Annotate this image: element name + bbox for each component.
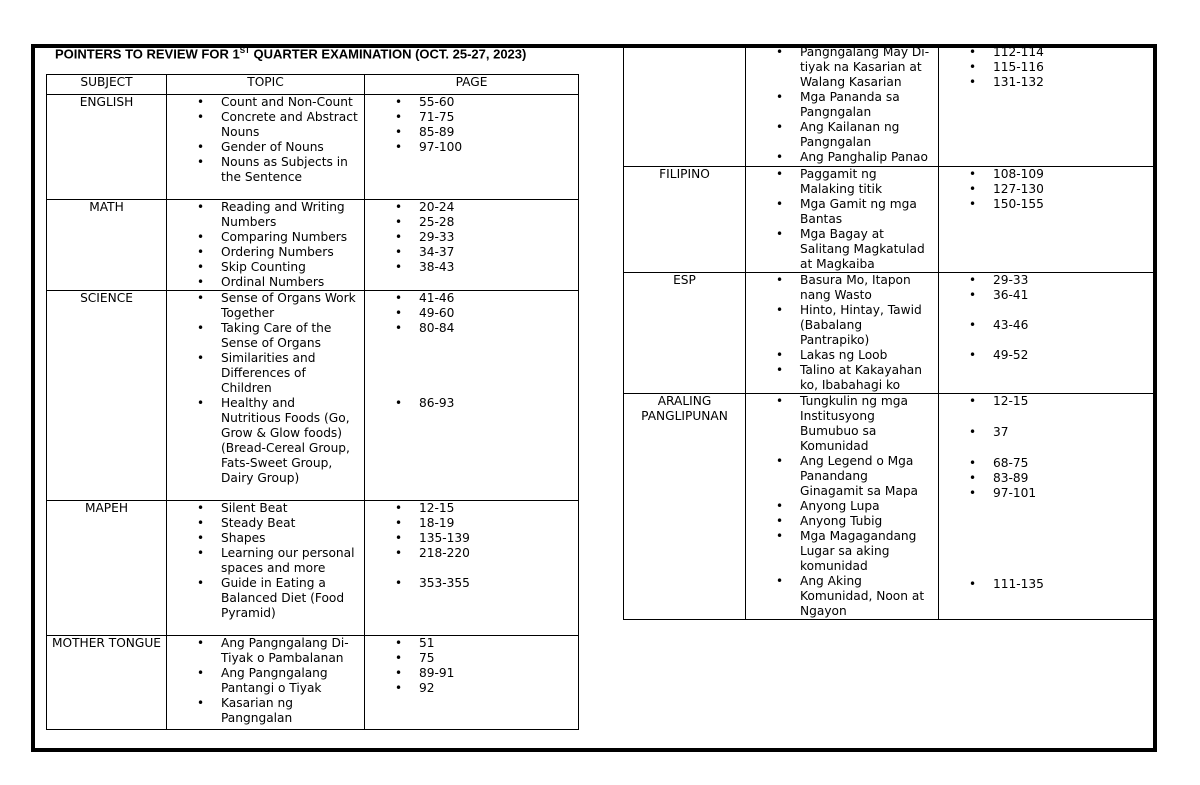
- topic-item: • Ordering Numbers: [167, 245, 358, 260]
- table-row: [47, 200, 579, 291]
- page-item: • 29-33: [939, 273, 1154, 288]
- page-item: • 51: [365, 636, 578, 651]
- page-item: • 353-355: [365, 576, 578, 591]
- subject-cell: ENGLISH: [47, 95, 167, 200]
- topic-item: • Similarities and Differences of Children: [167, 351, 358, 396]
- page-item: • 71-75: [365, 110, 578, 125]
- table-row: [624, 394, 1155, 620]
- topic-item: • Paggamit ng Malaking titik: [746, 167, 932, 197]
- topic-item: • Mga Magagandang Lugar sa aking komunidad: [746, 529, 932, 574]
- page-item: • 12-15: [365, 501, 578, 516]
- topic-item: • Count and Non-Count: [167, 95, 358, 110]
- subject-cell: ARALING PANGLIPUNAN: [624, 394, 746, 620]
- page-item: • 150-155: [939, 197, 1154, 212]
- topic-item: • Mga Bagay at Salitang Magkatulad at Magkaiba: [746, 227, 932, 272]
- page-item: • 25-28: [365, 215, 578, 230]
- table-row: [47, 291, 579, 501]
- page-item: • 43-46: [939, 318, 1154, 333]
- topic-item: • Pangngalang May Di-tiyak na Kasarian at Walang Kasarian: [746, 45, 932, 90]
- page-item: • 86-93: [365, 396, 578, 411]
- topic-item: • Ang Legend o Mga Panandang Ginagamit sa Mapa: [746, 454, 932, 499]
- page-item: • 85-89: [365, 125, 578, 140]
- page-title: POINTERS TO REVIEW FOR 1ST QUARTER EXAMINATION (OCT. 25-27, 2023): [55, 46, 527, 62]
- topic-item: • Shapes: [167, 531, 358, 546]
- page-item: • 92: [365, 681, 578, 696]
- page-item: • 112-114: [939, 45, 1154, 60]
- page-item: • 18-19: [365, 516, 578, 531]
- left-review-table: [46, 74, 579, 730]
- page-item: • 49-60: [365, 306, 578, 321]
- page-item: • 36-41: [939, 288, 1154, 303]
- topic-item: • Steady Beat: [167, 516, 358, 531]
- page-item: • 108-109: [939, 167, 1154, 182]
- page-item: • 41-46: [365, 291, 578, 306]
- page-item: • 80-84: [365, 321, 578, 336]
- topic-item: • Ang Pangngalang Pantangi o Tiyak: [167, 666, 358, 696]
- page-item: • 97-100: [365, 140, 578, 155]
- table-row: [47, 95, 579, 200]
- topic-item: • Sense of Organs Work Together: [167, 291, 358, 321]
- page-item: • 218-220: [365, 546, 578, 561]
- table-row: [47, 501, 579, 636]
- topic-item: • Hinto, Hintay, Tawid (Babalang Pantrapiko): [746, 303, 932, 348]
- page-item: • 127-130: [939, 182, 1154, 197]
- topic-item: • Reading and Writing Numbers: [167, 200, 358, 230]
- topic-item: • Ang Pangngalang Di-Tiyak o Pambalanan: [167, 636, 358, 666]
- topic-item: • Ang Aking Komunidad, Noon at Ngayon: [746, 574, 932, 619]
- topic-item: • Nouns as Subjects in the Sentence: [167, 155, 358, 185]
- subject-cell: MAPEH: [47, 501, 167, 636]
- page-item: • 37: [939, 425, 1154, 440]
- table-row: [624, 45, 1155, 167]
- page-item: • 83-89: [939, 471, 1154, 486]
- subject-cell: FILIPINO: [624, 167, 746, 273]
- topic-item: • Ordinal Numbers: [167, 275, 358, 290]
- topic-item: • Talino at Kakayahan ko, Ibabahagi ko: [746, 363, 932, 393]
- topic-item: • Healthy and Nutritious Foods (Go, Grow & Glow foods) (Bread-Cereal Group, Fats-Sweet Group, Dairy Group): [167, 396, 358, 486]
- subject-cell: MATH: [47, 200, 167, 291]
- page-item: • 97-101: [939, 486, 1154, 501]
- topic-item: • Mga Gamit ng mga Bantas: [746, 197, 932, 227]
- topic-item: • Learning our personal spaces and more: [167, 546, 358, 576]
- topic-item: • Basura Mo, Itapon nang Wasto: [746, 273, 932, 303]
- topic-item: • Concrete and Abstract Nouns: [167, 110, 358, 140]
- table-row: [47, 636, 579, 730]
- topic-item: • Taking Care of the Sense of Organs: [167, 321, 358, 351]
- page-header: PAGE: [365, 75, 579, 95]
- page-item: • 49-52: [939, 348, 1154, 363]
- topic-item: • Kasarian ng Pangngalan: [167, 696, 358, 726]
- page-item: • 34-37: [365, 245, 578, 260]
- topic-item: • Comparing Numbers: [167, 230, 358, 245]
- topic-item: • Anyong Lupa: [746, 499, 932, 514]
- page-item: • 55-60: [365, 95, 578, 110]
- page-item: • 89-91: [365, 666, 578, 681]
- topic-item: • Ang Kailanan ng Pangngalan: [746, 120, 932, 150]
- page-item: • 135-139: [365, 531, 578, 546]
- subject-header: SUBJECT: [47, 75, 167, 95]
- page-item: • 115-116: [939, 60, 1154, 75]
- page-item: • 20-24: [365, 200, 578, 215]
- subject-cell: SCIENCE: [47, 291, 167, 501]
- subject-cell: ESP: [624, 273, 746, 394]
- topic-item: • Tungkulin ng mga Institusyong Bumubuo sa Komunidad: [746, 394, 932, 454]
- subject-cell: [624, 45, 746, 167]
- topic-item: • Lakas ng Loob: [746, 348, 932, 363]
- page-item: • 131-132: [939, 75, 1154, 90]
- table-row: [624, 167, 1155, 273]
- topic-item: • Skip Counting: [167, 260, 358, 275]
- topic-item: • Ang Panghalip Panao: [746, 150, 932, 165]
- topic-item: • Silent Beat: [167, 501, 358, 516]
- topic-item: • Gender of Nouns: [167, 140, 358, 155]
- topic-item: • Guide in Eating a Balanced Diet (Food Pyramid): [167, 576, 358, 621]
- topic-item: • Mga Pananda sa Pangngalan: [746, 90, 932, 120]
- topic-item: • Anyong Tubig: [746, 514, 932, 529]
- subject-cell: MOTHER TONGUE: [47, 636, 167, 730]
- page-item: • 111-135: [939, 577, 1154, 592]
- page-item: • 38-43: [365, 260, 578, 275]
- page-item: • 68-75: [939, 456, 1154, 471]
- right-review-table: [623, 44, 1155, 620]
- topic-header: TOPIC: [167, 75, 365, 95]
- table-row: [624, 273, 1155, 394]
- page-item: • 75: [365, 651, 578, 666]
- page-item: • 12-15: [939, 394, 1154, 409]
- page-item: • 29-33: [365, 230, 578, 245]
